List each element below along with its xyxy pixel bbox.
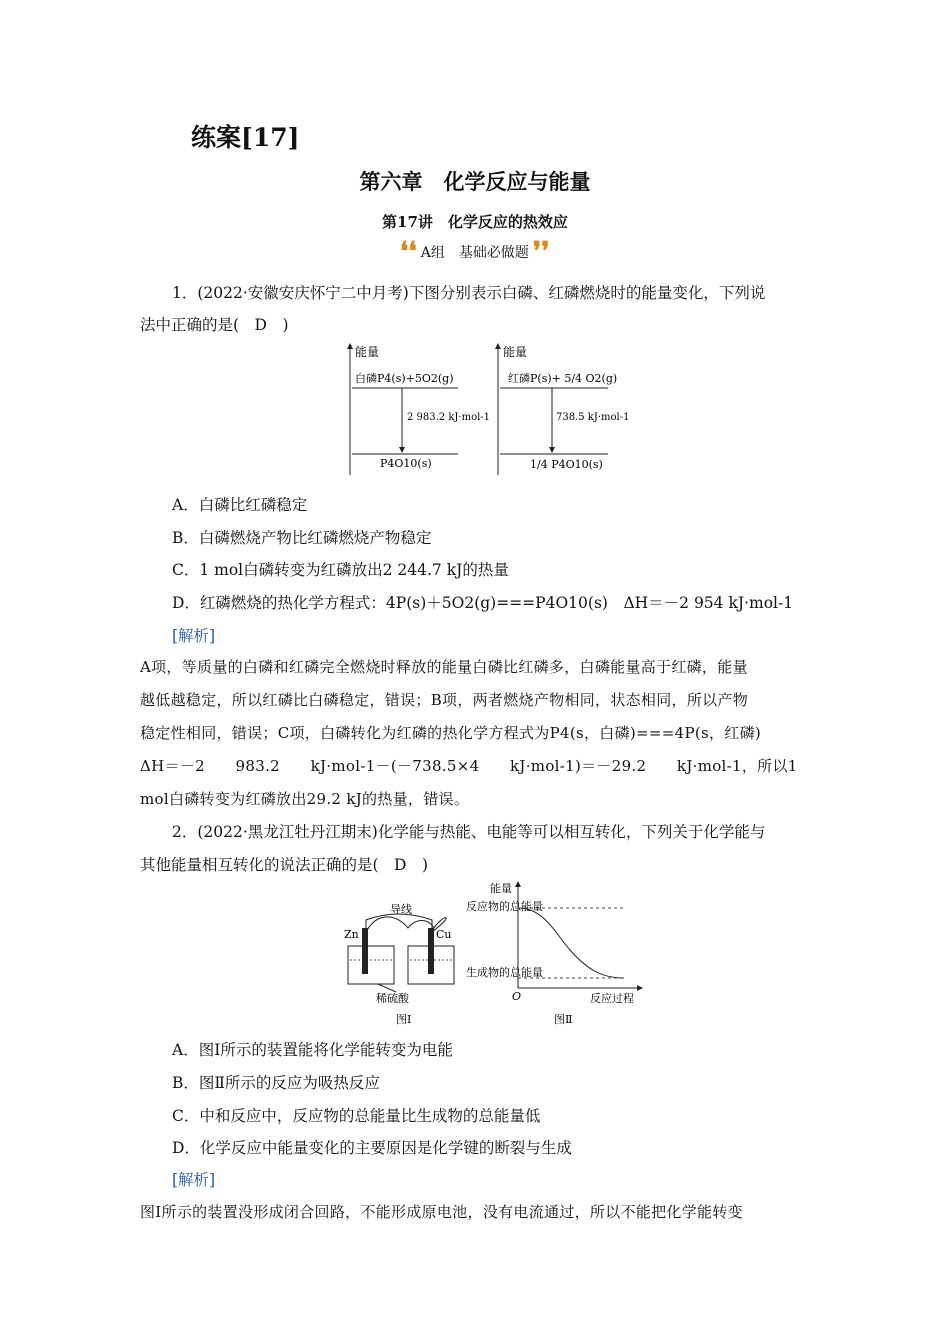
- q1-analysis-line: ΔH＝－2 983.2 kJ·mol-1－(－738.5×4 kJ·mol-1)＝－29.2 kJ·mol-1，所以1: [140, 757, 798, 775]
- q1-left-axis-label: 能量: [355, 345, 380, 359]
- q1-analysis-line: 稳定性相同，错误；C项，白磷转化为红磷的热化学方程式为P4(s，白磷)===4P(s，红磷): [140, 724, 762, 742]
- quote-open-icon: ❛❛: [400, 237, 417, 267]
- origin-label: O: [512, 990, 522, 1003]
- q1-option-d: D．红磷燃烧的热化学方程式：4P(s)＋5O2(g)===P4O10(s) ΔH＝－2 954 kJ·mol-1: [172, 594, 794, 612]
- q2-analysis-tag: [解析]: [172, 1171, 216, 1189]
- page-title: 练案[17]: [191, 123, 300, 152]
- group-label: A组 基础必做题: [420, 245, 529, 261]
- chapter-title: 第六章 化学反应与能量: [359, 169, 591, 194]
- q2-analysis-line: 图Ⅰ所示的装置没形成闭合回路，不能形成原电池，没有电流通过，所以不能把化学能转变: [140, 1203, 743, 1221]
- q1-right-top-label: 红磷P(s)+ 5/4 O2(g): [508, 372, 618, 385]
- q1-analysis-line: A项，等质量的白磷和红磷完全燃烧时释放的能量白磷比红磷多，白磷能量高于红磷，能量: [140, 658, 748, 676]
- reaction-axis-label: 反应过程: [590, 992, 634, 1005]
- q1-analysis-line: mol白磷转变为红磷放出29.2 kJ的热量，错误。: [140, 790, 470, 808]
- reactant-energy-label: 反应物的总能量: [466, 900, 543, 913]
- q2-figures: [338, 880, 648, 1030]
- wire-label: 导线: [390, 903, 412, 916]
- cu-label: Cu: [436, 928, 452, 941]
- q1-left-bottom-label: P4O10(s): [380, 457, 432, 470]
- q1-right-bottom-label: 1/4 P4O10(s): [530, 458, 603, 471]
- zn-label: Zn: [344, 928, 359, 941]
- q2-option-d: D．化学反应中能量变化的主要原因是化学键的断裂与生成: [172, 1139, 572, 1157]
- q1-energy-figure: [340, 340, 650, 480]
- group-heading: [400, 237, 550, 267]
- quote-close-icon: ❜❜: [532, 237, 550, 267]
- q1-left-value: 2 983.2 kJ·mol-1: [407, 412, 491, 423]
- q2-stem-line1: 2．(2022·黑龙江牡丹江期末)化学能与热能、电能等可以相互转化，下列关于化学能与: [172, 823, 766, 841]
- q2-option-a: A．图Ⅰ所示的装置能将化学能转变为电能: [172, 1041, 453, 1059]
- figure2-caption: 图Ⅱ: [554, 1013, 573, 1026]
- q1-right-value: 738.5 kJ·mol-1: [556, 412, 630, 423]
- q1-stem-line1: 1．(2022·安徽安庆怀宁二中月考)下图分别表示白磷、红磷燃烧时的能量变化，下列说: [172, 284, 766, 302]
- q1-analysis-line: 越低越稳定，所以红磷比白磷稳定，错误；B项，两者燃烧产物相同，状态相同，所以产物: [140, 691, 749, 709]
- q1-option-a: A．白磷比红磷稳定: [172, 496, 308, 514]
- figure1-caption: 图Ⅰ: [396, 1013, 412, 1026]
- q1-option-c: C．1 mol白磷转变为红磷放出2 244.7 kJ的热量: [172, 561, 509, 579]
- q2-option-c: C．中和反应中，反应物的总能量比生成物的总能量低: [172, 1107, 541, 1125]
- q2-stem-line2: 其他能量相互转化的说法正确的是( D ): [140, 856, 429, 874]
- product-energy-label: 生成物的总能量: [466, 966, 543, 979]
- q1-option-b: B．白磷燃烧产物比红磷燃烧产物稳定: [172, 529, 432, 547]
- energy-axis-label: 能量: [490, 882, 512, 895]
- q1-right-axis-label: 能量: [503, 345, 528, 359]
- acid-label: 稀硫酸: [376, 992, 409, 1005]
- lesson-title: 第17讲 化学反应的热效应: [382, 213, 568, 231]
- q1-left-top-label: 白磷P4(s)+5O2(g): [355, 372, 454, 385]
- q1-stem-line2: 法中正确的是( D ): [140, 316, 289, 334]
- q2-option-b: B．图Ⅱ所示的反应为吸热反应: [172, 1074, 380, 1092]
- q1-analysis-tag: [解析]: [172, 627, 216, 645]
